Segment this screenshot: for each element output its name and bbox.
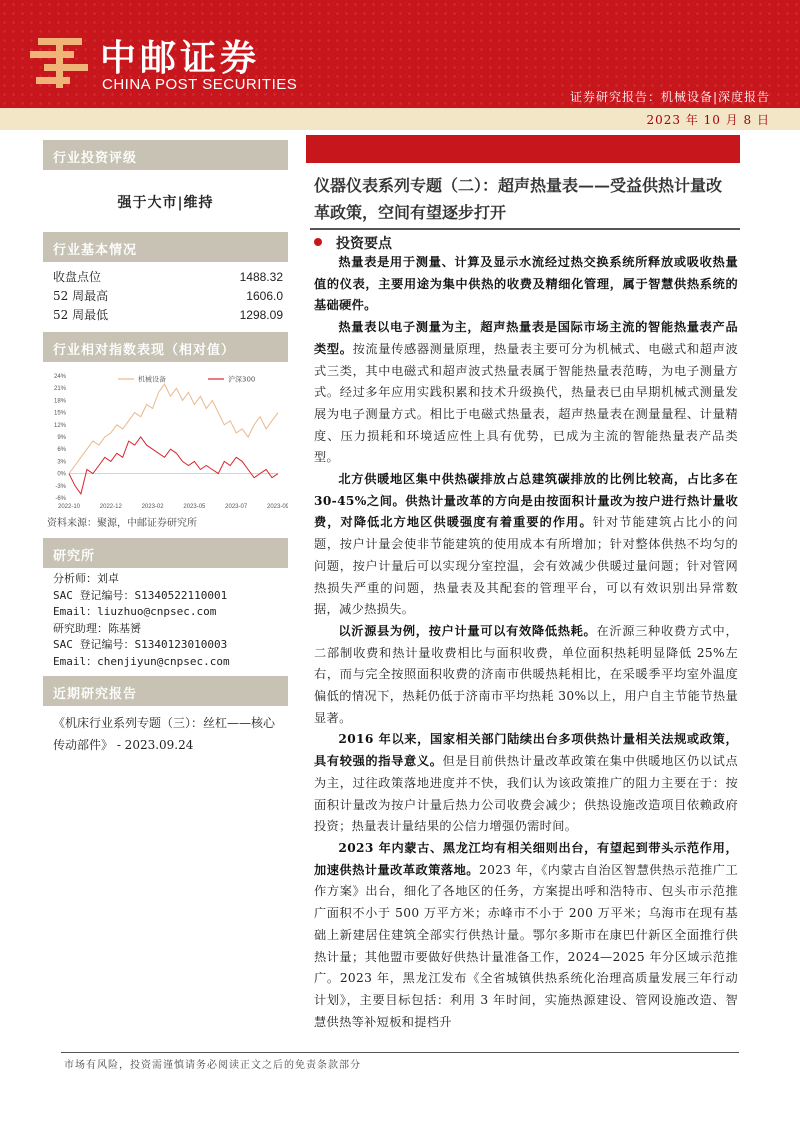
paragraph-text: 但是目前供热计量改革政策在集中供暖地区仍以试点为主，过往政策落地进度并不快，我们认为该政策推广的阻力主要在于：按面积计量改为按户计量后热力公司收费会减少；供热设施改造项目依赖政府投资；热量表计量结果的公信力增强仍需时间。 <box>314 754 738 834</box>
assistant-sac: SAC 登记编号：S1340123010003 <box>53 638 228 651</box>
recent-report-link[interactable]: 《机床行业系列专题（三）：丝杠——核心传动部件》 - 2023.09.24 <box>53 716 276 752</box>
brand-name-en: CHINA POST SECURITIES <box>102 76 298 93</box>
china-post-logo-icon <box>28 32 90 92</box>
paragraph-text: 在沂源三种收费方式中，二部制收费和热计量收费相比与面积收费，单位面积热耗明显降低 25%左右，而与完全按照面积收费的济南市供暖热耗相比，在采暖季平均室外温度偏低的情况下，热耗仍低于济南市平均热耗 30%以上，用户自主节能节热量显著。 <box>314 623 738 725</box>
analyst-sac: SAC 登记编号：S1340522110001 <box>53 588 228 602</box>
risk-disclaimer: 市场有风险，投资需谨慎请务必阅读正文之后的免责条款部分 <box>64 1060 361 1071</box>
y-tick-label: 18% <box>53 398 66 405</box>
bullet-icon <box>314 238 322 246</box>
body-paragraph <box>314 469 738 621</box>
analyst-email: Email：liuzhuo@cnpsec.com <box>53 605 217 618</box>
paragraph-text: 针对节能建筑占比小的问题，按户计量会使非节能建筑的使用成本有所增加；针对整体供热不均匀的问题，按户计量后可以实现分室控温，会有效减少供暖过量问题；针对管网热损失严重的问题，热量表及其配套的管理平台，可以有效识别出异常数据，减少热损失。 <box>314 515 738 617</box>
y-tick-label: 3% <box>57 459 66 466</box>
relative-performance-chart <box>43 366 288 516</box>
report-header <box>0 0 800 108</box>
paragraph-lead: 热量表是用于测量、计算及显示水流经过热交换系统所释放或吸收热量值的仪表，主要用途为集中供热的收费及精细化管理，属于智慧供热系统的基础硬件。 <box>314 255 738 313</box>
basics-row <box>43 306 288 325</box>
basics-row <box>43 268 288 287</box>
date-bar <box>0 108 800 130</box>
legend-label: 机械设备 <box>138 375 166 384</box>
body-paragraph <box>314 317 738 469</box>
rating-heading: 行业投资评级 <box>43 140 288 170</box>
legend-label: 沪深300 <box>228 375 256 384</box>
y-tick-label: -3% <box>55 483 66 490</box>
x-tick-label: 2023-05 <box>183 504 206 510</box>
key-points-label <box>314 233 392 253</box>
series-line <box>69 437 278 494</box>
y-tick-label: 21% <box>53 386 66 393</box>
series-line <box>69 384 278 474</box>
x-tick-label: 2022-10 <box>57 504 81 510</box>
y-tick-label: -6% <box>55 496 66 502</box>
basics-table <box>43 262 288 325</box>
paragraph-text: 按流量传感器测量原理，热量表主要可分为机械式、电磁式和超声波式三类，其中电磁式和超声波式热量表属于智能热量表范畴，为电子测量方式。经过多年应用实践积累和技术升级换代，热量表已由早期机械式测量发展为电子测量方式。相比于电磁式热量表，超声热量表在测量量程、计量精度、压力损耗和环境适应性上具有优势，已成为主流的智能热量表产品类型。 <box>314 341 738 465</box>
basics-label: 52 周最高 <box>53 289 109 303</box>
key-points-text: 投资要点 <box>336 236 392 252</box>
basics-row <box>43 287 288 306</box>
basics-value: 1488.32 <box>239 270 283 284</box>
analyst-name: 分析师：刘卓 <box>53 572 119 585</box>
x-tick-label: 2023-07 <box>225 504 248 510</box>
report-type: 证券研究报告：机械设备|深度报告 <box>569 90 770 104</box>
performance-heading: 行业相对指数表现（相对值） <box>43 332 288 362</box>
footer-divider <box>61 1052 739 1053</box>
report-date: 2023 年 10 月 8 日 <box>646 113 770 127</box>
brand-name-cn: 中邮证券 <box>100 38 261 79</box>
basics-label: 52 周最低 <box>53 308 109 322</box>
basics-value: 1298.09 <box>239 308 283 322</box>
report-body <box>314 252 738 1033</box>
x-tick-label: 2023-09 <box>266 504 288 510</box>
assistant-name: 研究助理：陈基赟 <box>53 621 141 635</box>
assistant-email: Email：chenjiyun@cnpsec.com <box>53 654 230 668</box>
left-sidebar <box>43 130 288 756</box>
industry-rating: 强于大市|维持 <box>117 195 214 211</box>
paragraph-lead: 北方供暖地区集中供热碳排放占总建筑碳排放的比例比较高，占比多在 30-45%之间。供热计量改革的方向是由按面积计量改为按户进行热计量收费，对降低北方地区供暖强度有着重要的作用。 <box>314 472 738 530</box>
paragraph-lead: 热量表以电子测量为主，超声热量表是国际市场主流的智能热量表产品类型。 <box>314 320 738 356</box>
body-paragraph <box>314 729 738 838</box>
paragraph-lead: 2016 年以来，国家相关部门陆续出台多项供热计量相关法规或政策，具有较强的指导意义。 <box>314 732 738 769</box>
paragraph-lead: 以沂源县为例，按户计量可以有效降低热耗。 <box>338 623 597 638</box>
y-tick-label: 6% <box>57 447 66 454</box>
basics-label: 收盘点位 <box>53 270 102 284</box>
recent-heading: 近期研究报告 <box>43 676 288 706</box>
y-tick-label: 15% <box>53 410 66 417</box>
performance-chart-svg <box>43 366 288 516</box>
y-tick-label: 12% <box>53 422 66 429</box>
chart-source: 资料来源：聚源，中邮证券研究所 <box>47 518 197 529</box>
body-paragraph <box>314 621 738 730</box>
y-tick-label: 24% <box>53 374 66 380</box>
x-tick-label: 2023-02 <box>141 504 164 510</box>
y-tick-label: 9% <box>57 435 66 441</box>
research-heading: 研究所 <box>43 538 288 568</box>
title-divider <box>310 228 740 230</box>
paragraph-text: 2023 年，《内蒙古自治区智慧供热示范推广工作方案》出台，细化了各地区的任务，方案提出呼和浩特市、包头市示范推广面积不小于 500 万平方米；赤峰市不小于 200 万平米；乌海市在现有基础上新建居住建筑全部实行供热计量。鄂尔多斯市在康巴什新区全面推行供热计量；其他盟市要做好供热计量准备工作，2024—2025 年分区域示范推广。2023 年，黑龙江发布《全省城镇供热系统化治理高质量发展三年行动计划》，主要目标包括：利用 3 年时间，实施热源建设、管网设施改造、智慧供热等补短板和提档升 <box>314 862 738 1029</box>
body-paragraph <box>314 838 738 1033</box>
report-title: 仪器仪表系列专题（二）：超声热量表——受益供热计量改革政策，空间有望逐步打开 <box>314 176 723 222</box>
title-bar <box>306 135 740 163</box>
analyst-info <box>43 568 288 670</box>
x-tick-label: 2022-12 <box>99 504 122 510</box>
basics-value: 1606.0 <box>246 289 283 303</box>
y-tick-label: 0% <box>57 471 66 478</box>
body-paragraph <box>314 252 738 317</box>
basics-heading: 行业基本情况 <box>43 232 288 262</box>
paragraph-lead: 2023 年内蒙古、黑龙江均有相关细则出台，有望起到带头示范作用，加速供热计量改革政策落地。 <box>314 840 738 877</box>
